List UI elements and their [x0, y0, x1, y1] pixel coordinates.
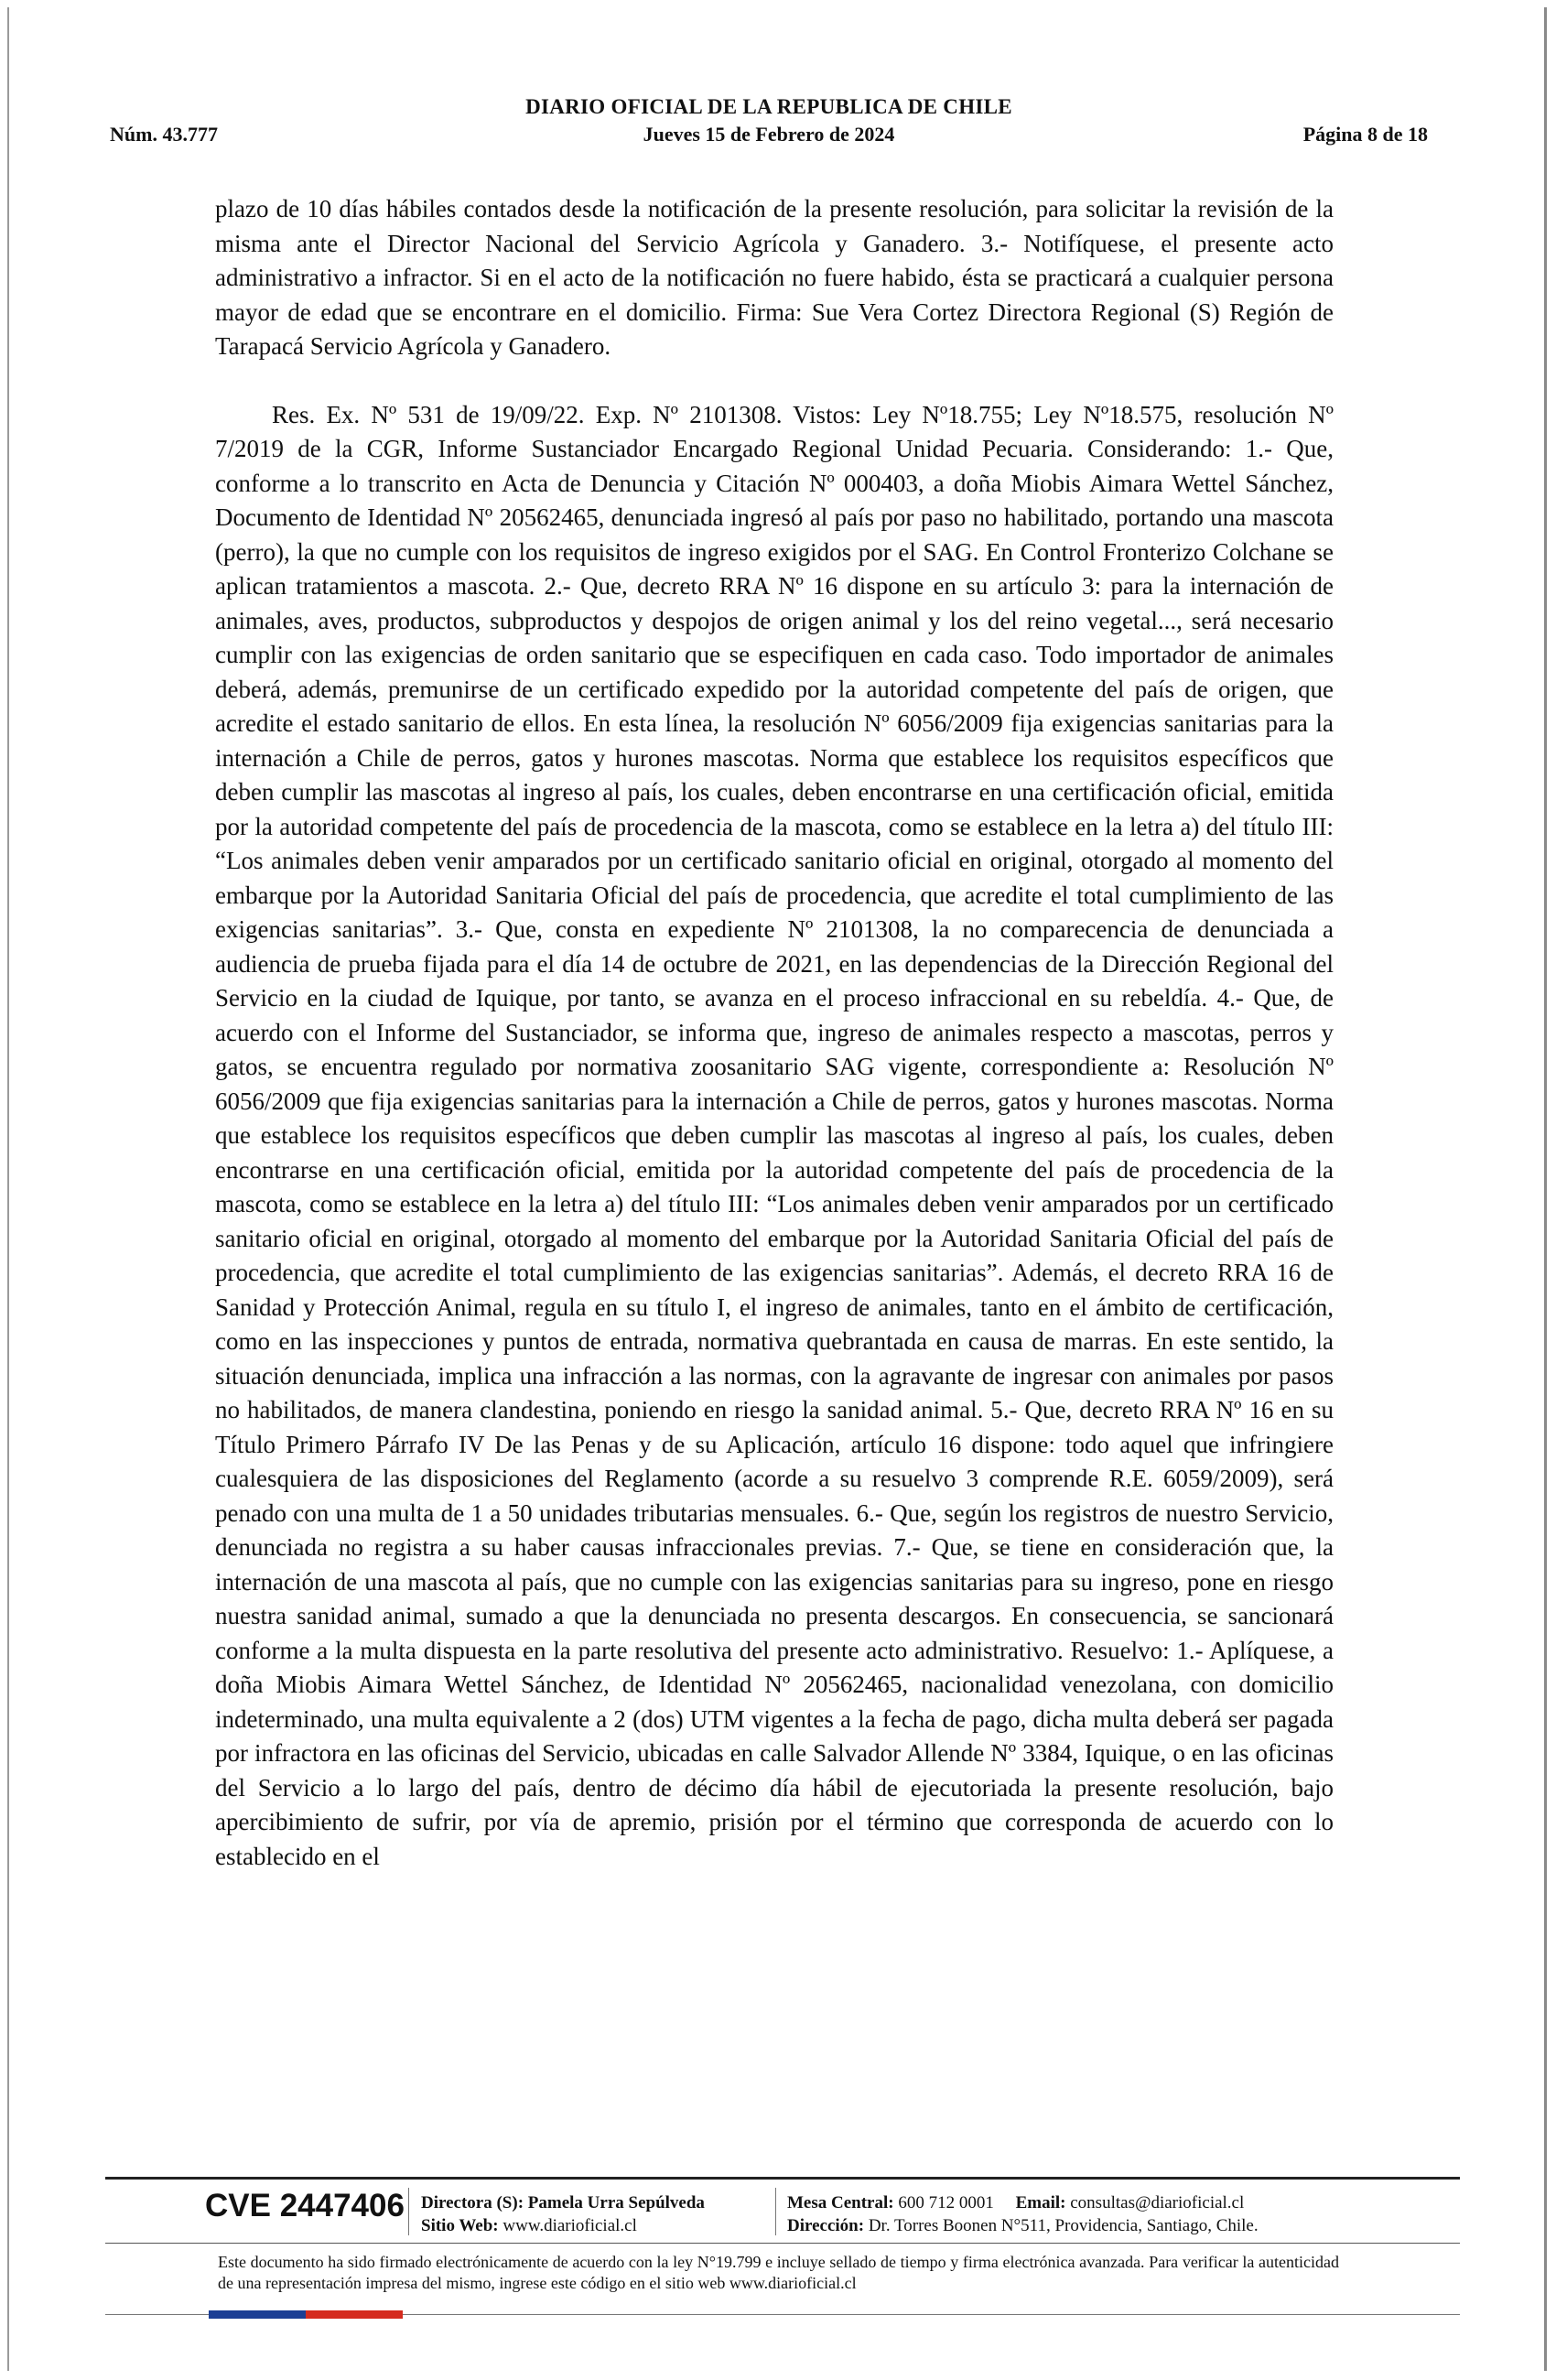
issue-number: Núm. 43.777	[110, 123, 218, 146]
footer-divider	[408, 2188, 409, 2235]
flag-stripe-blue	[209, 2310, 306, 2319]
document-body	[215, 192, 1334, 1874]
legal-notice: Este documento ha sido firmado electrónicamente de acuerdo con la ley N°19.799 e incluye sellado de tiempo y firma electrónica avanzada. Para verificar la autenticidad de una representación impresa del mismo, ingrese este código en el sitio web www.diarioficial.cl	[218, 2253, 1339, 2292]
address-label: Dirección:	[787, 2216, 865, 2235]
flag-stripe-red	[306, 2310, 403, 2319]
web-label: Sitio Web:	[421, 2216, 499, 2235]
paragraph-resolution: Res. Ex. Nº 531 de 19/09/22. Exp. Nº 2101308. Vistos: Ley Nº18.755; Ley Nº18.575, resolución Nº 7/2019 de la CGR, Informe Sustanciador Encargado Regional Unidad Pecuaria. Considerando: 1.- Que, conforme a lo transcrito en Acta de Denuncia y Citación Nº 000403, a doña Miobis Aimara Wettel Sánchez, Documento de Identidad Nº 20562465, denunciada ingresó al país por paso no habilitado, portando una mascota (perro), la que no cumple con los requisitos de ingreso exigidos por el SAG. En Control Fronterizo Colchane se aplican tratamientos a mascota. 2.- Que, decreto RRA Nº 16 dispone en su artículo 3: para la internación de animales, aves, productos, subproductos y despojos de origen animal y los del reino vegetal..., será necesario cumplir con las exigencias de orden sanitario que se especifiquen en cada caso. Todo importador de animales deberá, además, premunirse de un certificado expedido por la autoridad competente del país de origen, que acredite el estado sanitario de ellos. En esta línea, la resolución Nº 6056/2009 fija exigencias sanitarias para la internación a Chile de perros, gatos y hurones mascotas. Norma que establece los requisitos específicos que deben cumplir las mascotas al ingreso al país, los cuales, deben encontrarse en una certificación oficial, emitida por la autoridad competente del país de procedencia de la mascota, como se establece en la letra a) del título III: “Los animales deben venir amparados por un certificado sanitario oficial en original, otorgado al momento del embarque por la Autoridad Sanitaria Oficial del país de procedencia, que acredite el total cumplimiento de las exigencias sanitarias”. 3.- Que, consta en expediente Nº 2101308, la no comparecencia de denunciada a audiencia de prueba fijada para el día 14 de octubre de 2021, en las dependencias de la Dirección Regional del Servicio en la ciudad de Iquique, por tanto, se avanza en el proceso infraccional en su rebeldía. 4.- Que, de acuerdo con el Informe del Sustanciador, se informa que, ingreso de animales respecto a mascotas, perros y gatos, se encuentra regulado por normativa zoosanitario SAG vigente, correspondiente a: Resolución Nº 6056/2009 que fija exigencias sanitarias para la internación a Chile de perros, gatos y hurones mascotas. Norma que establece los requisitos específicos que deben cumplir las mascotas al ingreso al país, los cuales, deben encontrarse en una certificación oficial, emitida por la autoridad competente del país de procedencia de la mascota, como se establece en la letra a) del título III: “Los animales deben venir amparados por un certificado sanitario oficial en original, otorgado al momento del embarque por la Autoridad Sanitaria Oficial del país de procedencia, que acredite el total cumplimiento de las exigencias sanitarias”. Además, el decreto RRA 16 de Sanidad y Protección Animal, regula en su título I, el ingreso de animales, tanto en el ámbito de certificación, como en las inspecciones y puntos de entrada, normativa quebrantada en causa de marras. En este sentido, la situación denunciada, implica una infracción a las normas, con la agravante de ingresar con animales por pasos no habilitados, de manera clandestina, poniendo en riesgo la sanidad animal. 5.- Que, decreto RRA Nº 16 en su Título Primero Párrafo IV De las Penas y de su Aplicación, artículo 16 dispone: todo aquel que infringiere cualesquiera de las disposiciones del Reglamento (acorde a su resuelvo 3 comprende R.E. 6059/2009), será penado con una multa de 1 a 50 unidades tributarias mensuales. 6.- Que, según los registros de nuestro Servicio, denunciada no registra a su haber causas infraccionales previas. 7.- Que, se tiene en consideración que, la internación de una mascota al país, que no cumple con las exigencias sanitarias para su ingreso, pone en riesgo nuestra sanidad animal, sumado a que la denunciada no presenta descargos. En consecuencia, se sancionará conforme a la multa dispuesta en la parte resolutiva del presente acto administrativo. Resuelvo: 1.- Aplíquese, a doña Miobis Aimara Wettel Sánchez, de Identidad Nº 20562465, nacionalidad venezolana, con domicilio indeterminado, una multa equivalente a 2 (dos) UTM vigentes a la fecha de pago, dicha multa deberá ser pagada por infractora en las oficinas del Servicio, ubicadas en calle Salvador Allende Nº 3384, Iquique, o en las oficinas del Servicio a lo largo del país, dentro de décimo día hábil de ejecutoriada la presente resolución, bajo apercibimiento de sufrir, por vía de apremio, prisión por el término que corresponda de acuerdo con lo establecido en el	[215, 400, 1334, 1870]
footer-contact-block	[787, 2191, 1259, 2237]
publication-title: DIARIO OFICIAL DE LA REPUBLICA DE CHILE	[525, 95, 1012, 118]
email-label: Email:	[1015, 2193, 1066, 2212]
web-link[interactable]: www.diarioficial.cl	[502, 2216, 637, 2235]
footer-middle-rule	[105, 2243, 1460, 2244]
director-label: Directora (S):	[421, 2193, 524, 2212]
phone-label: Mesa Central:	[787, 2193, 894, 2212]
email-link[interactable]: consultas@diarioficial.cl	[1070, 2193, 1245, 2212]
address-value: Dr. Torres Boonen N°511, Providencia, Santiago, Chile.	[868, 2216, 1259, 2235]
director-name: Pamela Urra Sepúlveda	[527, 2193, 705, 2212]
phone-value: 600 712 0001	[898, 2193, 994, 2212]
page-header	[110, 92, 1428, 154]
cve-code: CVE 2447406	[205, 2188, 405, 2223]
footer-top-rule	[105, 2177, 1460, 2180]
page-number: Página 8 de 18	[1302, 123, 1428, 146]
paragraph-continuation: plazo de 10 días hábiles contados desde la notificación de la presente resolución, para solicitar la revisión de la misma ante el Director Nacional del Servicio Agrícola y Ganadero. 3.- Notifíquese, el presente acto administrativo a infractor. Si en el acto de la notificación no fuere habido, ésta se practicará a cualquier persona mayor de edad que se encontrare en el domicilio. Firma: Sue Vera Cortez Directora Regional (S) Región de Tarapacá Servicio Agrícola y Ganadero.	[215, 195, 1334, 360]
footer-director-block	[421, 2191, 705, 2237]
footer-divider	[775, 2188, 776, 2235]
issue-date: Jueves 15 de Febrero de 2024	[643, 123, 895, 146]
